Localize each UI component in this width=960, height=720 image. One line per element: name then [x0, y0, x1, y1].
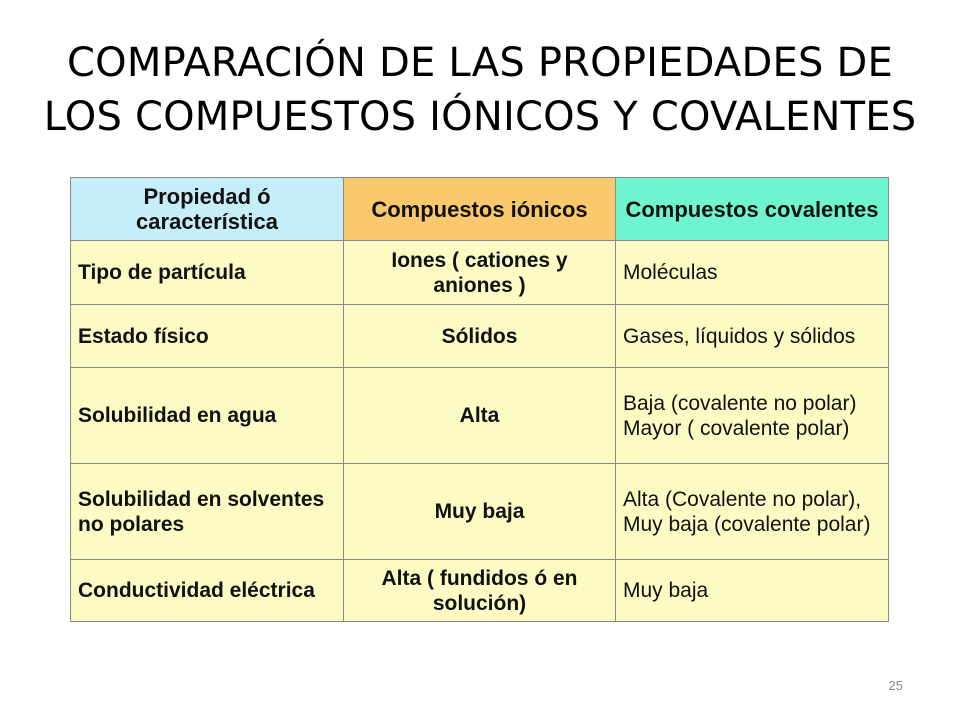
cell-ionic: Muy baja: [344, 464, 616, 560]
slide-title-line-1: COMPARACIÓN DE LAS PROPIEDADES DE: [67, 40, 893, 86]
cell-property: Tipo de partícula: [71, 241, 344, 305]
cell-ionic: Alta: [344, 368, 616, 464]
cell-ionic: Sólidos: [344, 305, 616, 368]
table-row: [71, 368, 889, 464]
page-number: 25: [888, 678, 903, 693]
cell-ionic: Iones ( cationes y aniones ): [344, 241, 616, 305]
cell-property: Solubilidad en solventes no polares: [71, 464, 344, 560]
cell-covalent: Moléculas: [616, 241, 889, 305]
slide-title: [40, 36, 920, 144]
table-row: [71, 560, 889, 622]
cell-property: Conductividad eléctrica: [71, 560, 344, 622]
cell-property: Solubilidad en agua: [71, 368, 344, 464]
cell-covalent: Baja (covalente no polar) Mayor ( covalente polar): [616, 368, 889, 464]
table-header-row: [71, 178, 889, 241]
slide-title-line-2: LOS COMPUESTOS IÓNICOS Y COVALENTES: [43, 94, 917, 140]
table-row: [71, 241, 889, 305]
cell-property: Estado físico: [71, 305, 344, 368]
header-ionic: Compuestos iónicos: [344, 178, 616, 241]
table-row: [71, 305, 889, 368]
table-row: [71, 464, 889, 560]
cell-ionic: Alta ( fundidos ó en solución): [344, 560, 616, 622]
comparison-table: [70, 177, 889, 622]
header-covalent: Compuestos covalentes: [616, 178, 889, 241]
cell-covalent: Alta (Covalente no polar), Muy baja (covalente polar): [616, 464, 889, 560]
cell-covalent: Muy baja: [616, 560, 889, 622]
header-property: Propiedad ó característica: [71, 178, 344, 241]
cell-covalent: Gases, líquidos y sólidos: [616, 305, 889, 368]
